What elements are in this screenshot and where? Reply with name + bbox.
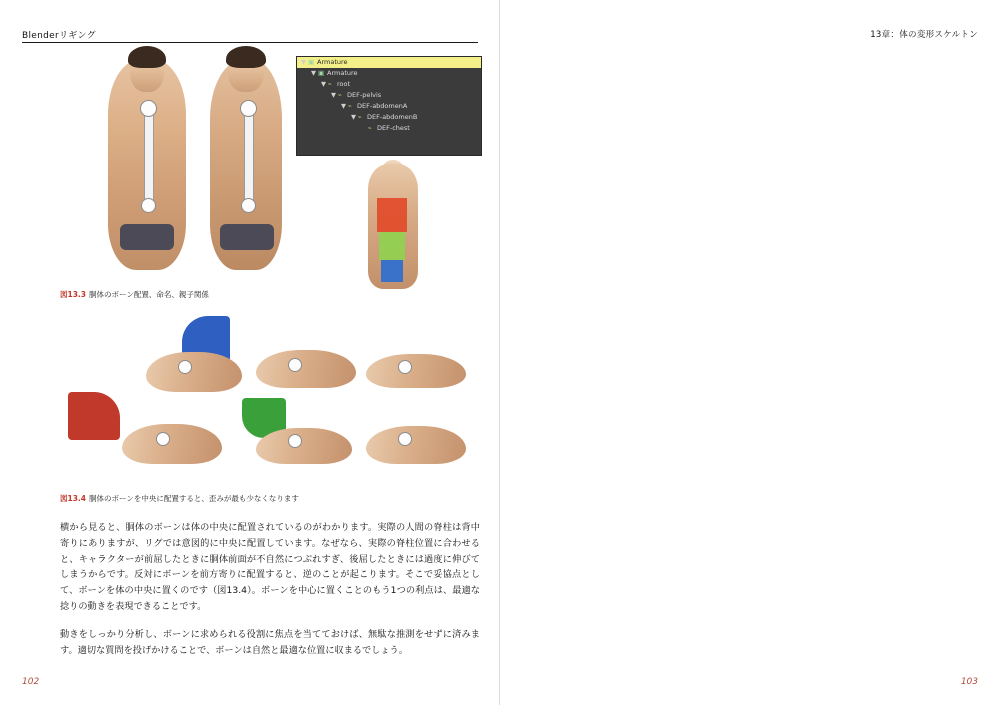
figure-13-4-caption xyxy=(60,494,420,504)
bone-joint xyxy=(288,358,302,372)
outliner-row-label: DEF-chest xyxy=(377,124,410,132)
right-page xyxy=(500,0,1000,705)
outliner-row-label: DEF-abdomenB xyxy=(367,113,418,121)
reclining-figure-4 xyxy=(122,424,222,464)
spine-bone-side xyxy=(244,108,254,206)
outliner-row[interactable] xyxy=(297,90,481,101)
reclining-figure-6 xyxy=(366,426,466,464)
outliner-row[interactable] xyxy=(297,57,481,68)
outliner-row[interactable] xyxy=(297,68,481,79)
bone-joint xyxy=(398,432,412,446)
bone-icon: ⌁ xyxy=(368,124,372,132)
figure-13-3-number: 図13.3 xyxy=(60,290,87,299)
figure-13-4-caption-text: 胴体のボーンを中央に配置すると、歪みが最も少なくなります xyxy=(89,494,299,503)
bone-joint xyxy=(178,360,192,374)
blender-outliner-panel[interactable] xyxy=(296,56,482,156)
character-front-hair xyxy=(128,46,166,68)
outliner-row-label: Armature xyxy=(317,58,348,66)
outliner-row-label: DEF-abdomenA xyxy=(357,102,408,110)
figure-13-3-caption-text: 胴体のボーン配置、命名、親子関係 xyxy=(89,290,209,299)
outliner-row[interactable] xyxy=(297,123,481,134)
spine-bone-front xyxy=(144,108,154,206)
chevron-down-icon[interactable]: ▼ xyxy=(311,69,316,77)
figure-13-4-number: 図13.4 xyxy=(60,494,87,503)
header-rule-left xyxy=(22,42,478,43)
pelvis-bone-box xyxy=(381,260,403,282)
bone-joint xyxy=(156,432,170,446)
bone-icon: ⌁ xyxy=(358,113,362,121)
outliner-row[interactable] xyxy=(297,112,481,123)
outliner-row-label: root xyxy=(337,80,351,88)
angle-wedge-red xyxy=(68,392,120,440)
chest-bone-box xyxy=(377,198,407,232)
chevron-down-icon[interactable]: ▼ xyxy=(351,113,356,121)
chevron-down-icon[interactable]: ▼ xyxy=(331,91,336,99)
bone-joint-side-top xyxy=(240,100,257,117)
page-number-right: 103 xyxy=(960,677,978,687)
reclining-figure-3 xyxy=(366,354,466,388)
armature-object-icon: ▣ xyxy=(308,58,315,66)
bone-joint-front-top xyxy=(140,100,157,117)
reclining-figure-1 xyxy=(146,352,242,392)
page-number-left: 102 xyxy=(22,677,40,687)
abdomen-bone-box xyxy=(379,232,405,260)
chevron-down-icon[interactable]: ▼ xyxy=(301,58,306,66)
paragraph: 横から見ると、胴体のボーンは体の中央に配置されているのがわかります。実際の人間の脊柱は背中寄りにありますが、リグでは意図的に中央に配置しています。なぜなら、実際の脊柱位置に合わせると、キャラクターが前屈したときに胴体前面が不自然につぶれすぎ、後屈したときには過度に伸びてしまうからです。反対にボーンを前方寄りに配置すると、逆のことが起こります。そこで妥協点として、ボーンを体の中央に置くのです（図13.4）。ボーンを中心に置くことのもう1つの利点は、最適な捻りの動きを表現できることです。 xyxy=(60,522,480,613)
bone-joint xyxy=(398,360,412,374)
reclining-figure-2 xyxy=(256,350,356,388)
bone-icon: ⌁ xyxy=(328,80,332,88)
left-page-body-text xyxy=(60,520,480,671)
chevron-down-icon[interactable]: ▼ xyxy=(321,80,326,88)
figure-13-3 xyxy=(60,52,480,297)
character-side-hair xyxy=(226,46,266,68)
bone-joint-side-bottom xyxy=(241,198,256,213)
figure-13-3-caption xyxy=(60,290,360,300)
character-front-brief xyxy=(120,224,174,250)
reclining-figure-5 xyxy=(256,428,352,464)
outliner-row[interactable] xyxy=(297,79,481,90)
bone-icon: ⌁ xyxy=(348,102,352,110)
outliner-row-label: DEF-pelvis xyxy=(347,91,382,99)
running-head-right: 13章：体の変形スケルトン xyxy=(870,30,978,40)
outliner-row[interactable] xyxy=(297,101,481,112)
bone-joint xyxy=(288,434,302,448)
outliner-row-label: Armature xyxy=(327,69,358,77)
running-head-left: Blenderリギング xyxy=(22,31,96,41)
bone-joint-front-bottom xyxy=(141,198,156,213)
figure-13-4 xyxy=(60,308,480,493)
character-side-brief xyxy=(220,224,274,250)
chevron-down-icon[interactable]: ▼ xyxy=(341,102,346,110)
torso-bone-box-diagram xyxy=(360,164,426,289)
paragraph: 動きをしっかり分析し、ボーンに求められる役割に焦点を当てておけば、無駄な推測をせずに済みます。適切な質問を投げかけることで、ボーンは自然と最適な位置に収まるでしょう。 xyxy=(60,628,480,656)
bone-icon: ⌁ xyxy=(338,91,342,99)
armature-data-icon: ▣ xyxy=(318,69,325,77)
